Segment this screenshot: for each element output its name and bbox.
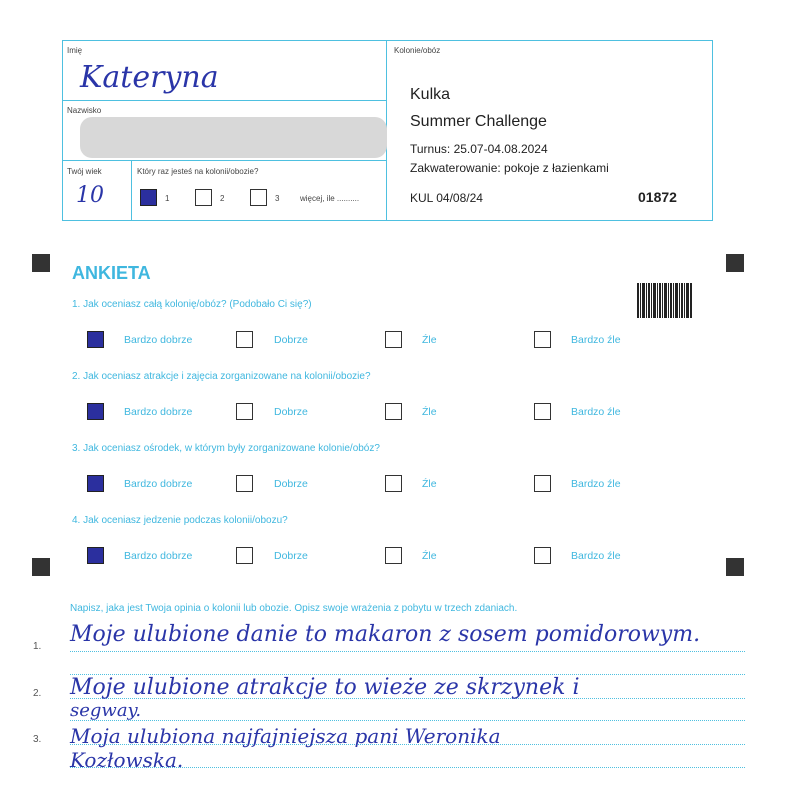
registration-mark-top-left [32, 254, 50, 272]
q2-option-bad: Źle [422, 406, 437, 418]
opinion-line-2[interactable]: Moje ulubione atrakcje to wieże ze skrzynek i [70, 675, 580, 700]
q4-checkbox-very-good[interactable] [87, 547, 104, 564]
answer-line [70, 651, 745, 652]
opinion-line-1[interactable]: Moje ulubione danie to makaron z sosem pomidorowym. [70, 622, 701, 647]
opinion-line-3[interactable]: Moja ulubiona najfajniejsza pani Weronika [70, 724, 501, 748]
q4-checkbox-good[interactable] [236, 547, 253, 564]
registration-mark-bottom-left [32, 558, 50, 576]
q3-option-very-good: Bardzo dobrze [124, 478, 193, 490]
times-more-label: więcej, ile .......... [300, 194, 360, 203]
age-label: Twój wiek [67, 167, 102, 176]
first-name-value[interactable]: Kateryna [80, 60, 219, 95]
question-2: 2. Jak oceniasz atrakcje i zajęcia zorganizowane na kolonii/obozie? [72, 371, 371, 382]
opinion-prompt: Napisz, jaka jest Twoja opinia o kolonii lub obozie. Opisz swoje wrażenia z pobytu w trzech zdaniach. [70, 603, 518, 614]
line-number-1: 1. [33, 641, 42, 652]
barcode [637, 283, 692, 318]
q1-option-good: Dobrze [274, 334, 308, 346]
registration-mark-top-right [726, 254, 744, 272]
q1-checkbox-very-good[interactable] [87, 331, 104, 348]
q1-option-very-good: Bardzo dobrze [124, 334, 193, 346]
q1-option-very-bad: Bardzo źle [571, 334, 621, 346]
q4-option-very-bad: Bardzo źle [571, 550, 621, 562]
q4-option-good: Dobrze [274, 550, 308, 562]
q3-checkbox-good[interactable] [236, 475, 253, 492]
form-number: 01872 [638, 189, 677, 205]
q4-checkbox-very-bad[interactable] [534, 547, 551, 564]
q4-option-very-good: Bardzo dobrze [124, 550, 193, 562]
answer-line [70, 720, 745, 721]
q3-checkbox-very-bad[interactable] [534, 475, 551, 492]
question-3: 3. Jak oceniasz ośrodek, w którym były zorganizowane kolonie/obóz? [72, 443, 380, 454]
turnus: Turnus: 25.07-04.08.2024 [410, 142, 548, 156]
header-divider-h1 [62, 100, 387, 101]
q2-option-very-bad: Bardzo źle [571, 406, 621, 418]
times-option-3: 3 [275, 194, 280, 203]
q1-option-bad: Źle [422, 334, 437, 346]
q2-option-good: Dobrze [274, 406, 308, 418]
opinion-line-2b[interactable]: segway. [70, 700, 142, 721]
camp-label: Kolonie/obóz [394, 46, 441, 55]
registration-mark-bottom-right [726, 558, 744, 576]
opinion-line-3b[interactable]: Kozłowska. [70, 748, 184, 772]
q3-option-good: Dobrze [274, 478, 308, 490]
camp-name: Kulka [410, 86, 451, 103]
q1-checkbox-good[interactable] [236, 331, 253, 348]
times-option-1: 1 [165, 194, 170, 203]
q2-checkbox-good[interactable] [236, 403, 253, 420]
times-option-2: 2 [220, 194, 225, 203]
age-value[interactable]: 10 [76, 183, 104, 208]
q3-option-bad: Źle [422, 478, 437, 490]
question-4: 4. Jak oceniasz jedzenie podczas kolonii/obozu? [72, 515, 288, 526]
last-name-redacted [80, 117, 387, 158]
q2-checkbox-very-bad[interactable] [534, 403, 551, 420]
survey-title: ANKIETA [72, 263, 151, 283]
times-checkbox-1[interactable] [140, 189, 157, 206]
q1-checkbox-bad[interactable] [385, 331, 402, 348]
accommodation: Zakwaterowanie: pokoje z łazienkami [410, 161, 609, 175]
camp-program: Summer Challenge [410, 113, 547, 130]
header-divider-age [131, 160, 132, 221]
q3-checkbox-bad[interactable] [385, 475, 402, 492]
q2-checkbox-very-good[interactable] [87, 403, 104, 420]
header-divider-h2 [62, 160, 387, 161]
q4-option-bad: Źle [422, 550, 437, 562]
q2-checkbox-bad[interactable] [385, 403, 402, 420]
line-number-2: 2. [33, 688, 42, 699]
camp-code: KUL 04/08/24 [410, 191, 483, 205]
first-name-label: Imię [67, 46, 83, 55]
times-checkbox-3[interactable] [250, 189, 267, 206]
times-checkbox-2[interactable] [195, 189, 212, 206]
q3-option-very-bad: Bardzo źle [571, 478, 621, 490]
q1-checkbox-very-bad[interactable] [534, 331, 551, 348]
line-number-3: 3. [33, 734, 42, 745]
q2-option-very-good: Bardzo dobrze [124, 406, 193, 418]
times-at-camp-label: Który raz jesteś na kolonii/obozie? [137, 167, 259, 176]
q4-checkbox-bad[interactable] [385, 547, 402, 564]
last-name-label: Nazwisko [67, 106, 102, 115]
q3-checkbox-very-good[interactable] [87, 475, 104, 492]
question-1: 1. Jak oceniasz całą kolonię/obóz? (Podobało Ci się?) [72, 299, 312, 310]
